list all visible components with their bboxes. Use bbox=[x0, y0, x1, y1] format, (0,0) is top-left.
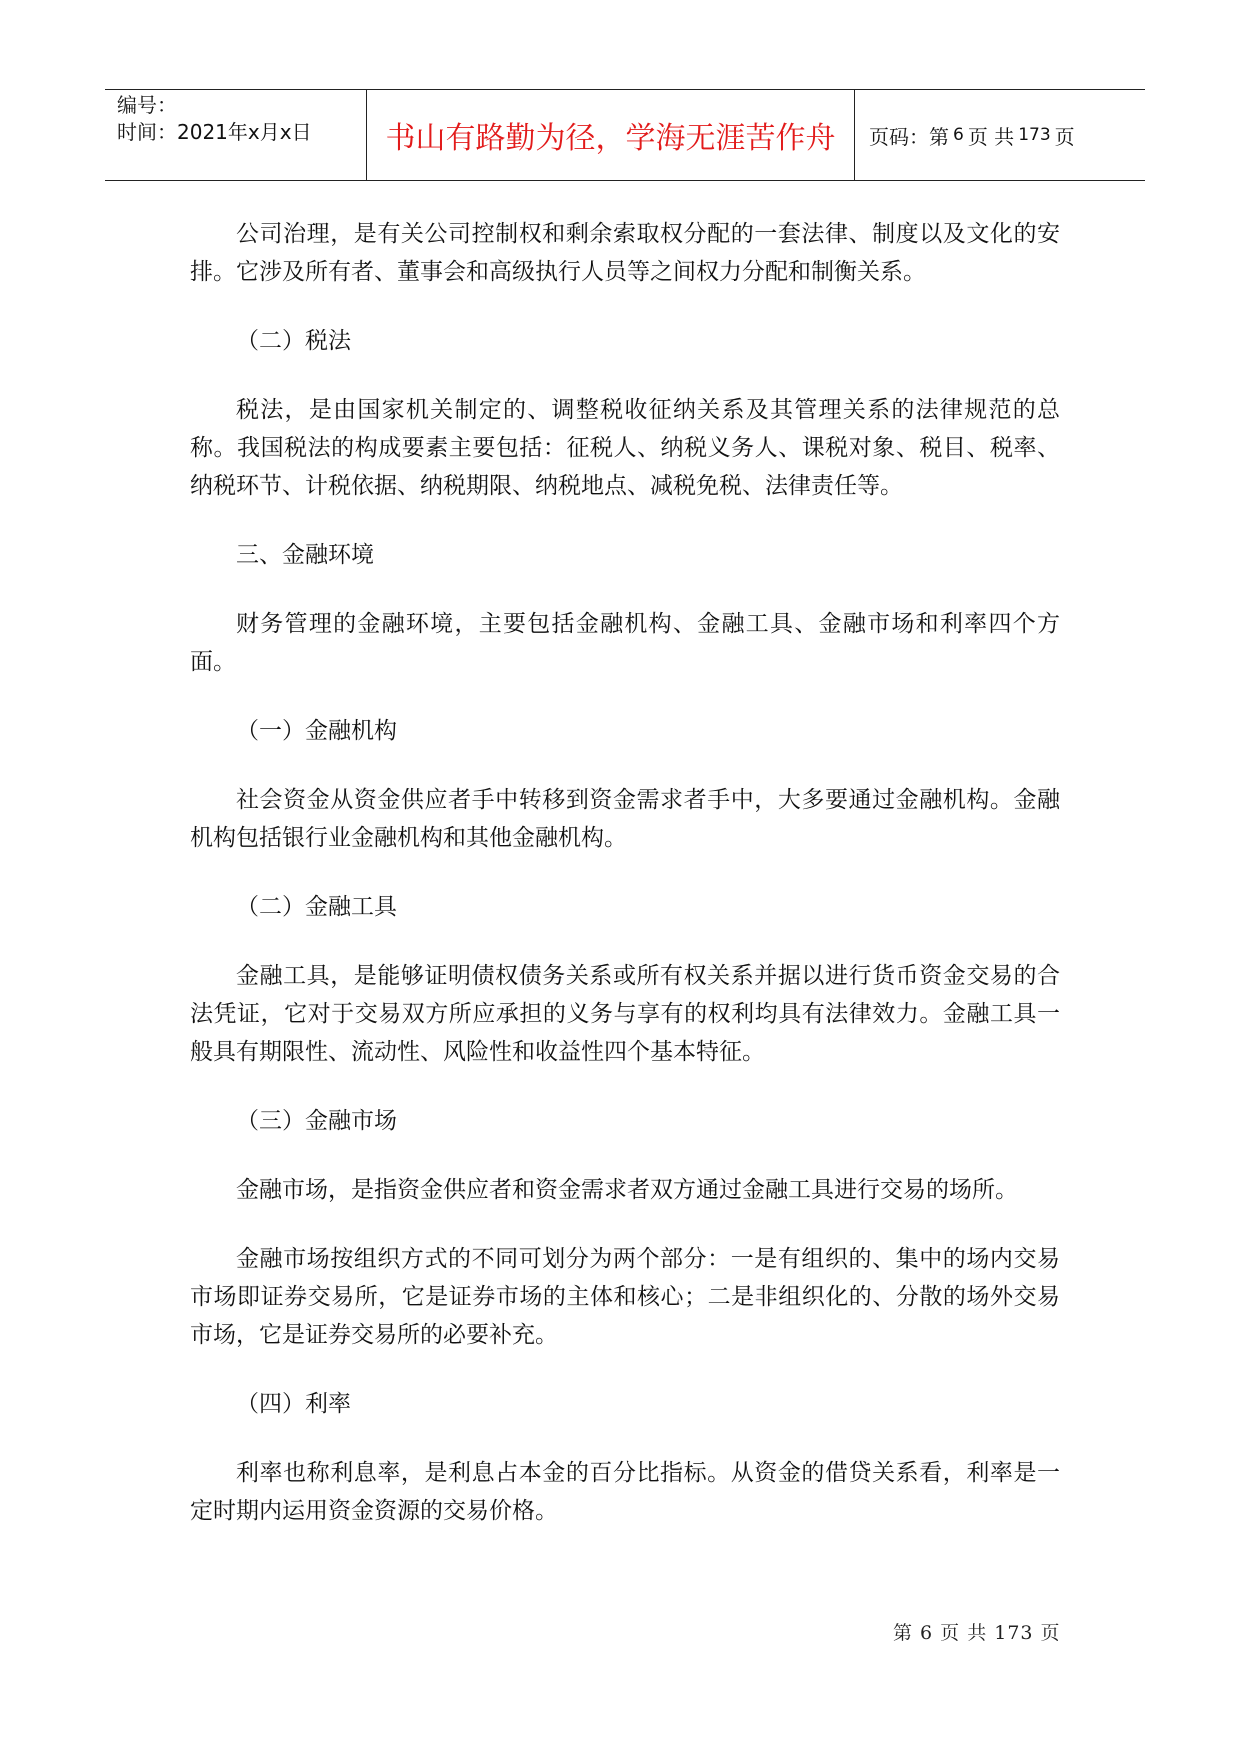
serial-label: 编号： bbox=[117, 93, 177, 117]
page-header bbox=[105, 89, 1145, 181]
header-motto: 书山有路勤为径，学海无涯苦作舟 bbox=[367, 90, 855, 180]
paragraph: 金融市场按组织方式的不同可划分为两个部分：一是有组织的、集中的场内交易市场即证券交易所，它是证券市场的主体和核心；二是非组织化的、分散的场外交易市场，它是证券交易所的必要补充。 bbox=[190, 1246, 1060, 1348]
paragraph: 金融工具，是能够证明债权债务关系或所有权关系并据以进行货币资金交易的合法凭证，它对于交易双方所应承担的义务与享有的权利均具有法律效力。金融工具一般具有期限性、流动性、风险性和收益性四个基本特征。 bbox=[190, 963, 1060, 1065]
header-page-info bbox=[855, 90, 1145, 180]
section-heading: 三、金融环境 bbox=[236, 542, 374, 568]
paragraph: 金融市场，是指资金供应者和资金需求者双方通过金融工具进行交易的场所。 bbox=[236, 1177, 1018, 1203]
time-label: 时间：2021年x月x日 bbox=[117, 120, 312, 144]
page-footer: 第 6 页 共 173 页 bbox=[893, 1622, 1061, 1644]
section-heading: （一）金融机构 bbox=[236, 718, 397, 744]
paragraph: 社会资金从资金供应者手中转移到资金需求者手中，大多要通过金融机构。金融机构包括银行业金融机构和其他金融机构。 bbox=[190, 787, 1060, 851]
section-heading: （四）利率 bbox=[236, 1391, 351, 1417]
page-total: 173 bbox=[1018, 125, 1051, 145]
document-body bbox=[190, 215, 1060, 1561]
section-heading: （二）税法 bbox=[236, 328, 351, 354]
paragraph: 税法，是由国家机关制定的、调整税收征纳关系及其管理关系的法律规范的总称。我国税法的构成要素主要包括：征税人、纳税义务人、课税对象、税目、税率、纳税环节、计税依据、纳税期限、纳税地点、减税免税、法律责任等。 bbox=[190, 397, 1060, 499]
header-meta bbox=[105, 90, 367, 180]
section-heading: （三）金融市场 bbox=[236, 1108, 397, 1134]
section-heading: （二）金融工具 bbox=[236, 894, 397, 920]
page-middle: 页 共 bbox=[967, 124, 1015, 149]
page-current: 6 bbox=[953, 125, 964, 145]
paragraph: 利率也称利息率，是利息占本金的百分比指标。从资金的借贷关系看，利率是一定时期内运用资金资源的交易价格。 bbox=[190, 1460, 1060, 1524]
paragraph: 公司治理，是有关公司控制权和剩余索取权分配的一套法律、制度以及文化的安排。它涉及所有者、董事会和高级执行人员等之间权力分配和制衡关系。 bbox=[190, 221, 1060, 285]
page-prefix: 页码：第 bbox=[869, 124, 949, 149]
page-suffix: 页 bbox=[1054, 124, 1075, 149]
paragraph: 财务管理的金融环境，主要包括金融机构、金融工具、金融市场和利率四个方面。 bbox=[190, 611, 1060, 675]
